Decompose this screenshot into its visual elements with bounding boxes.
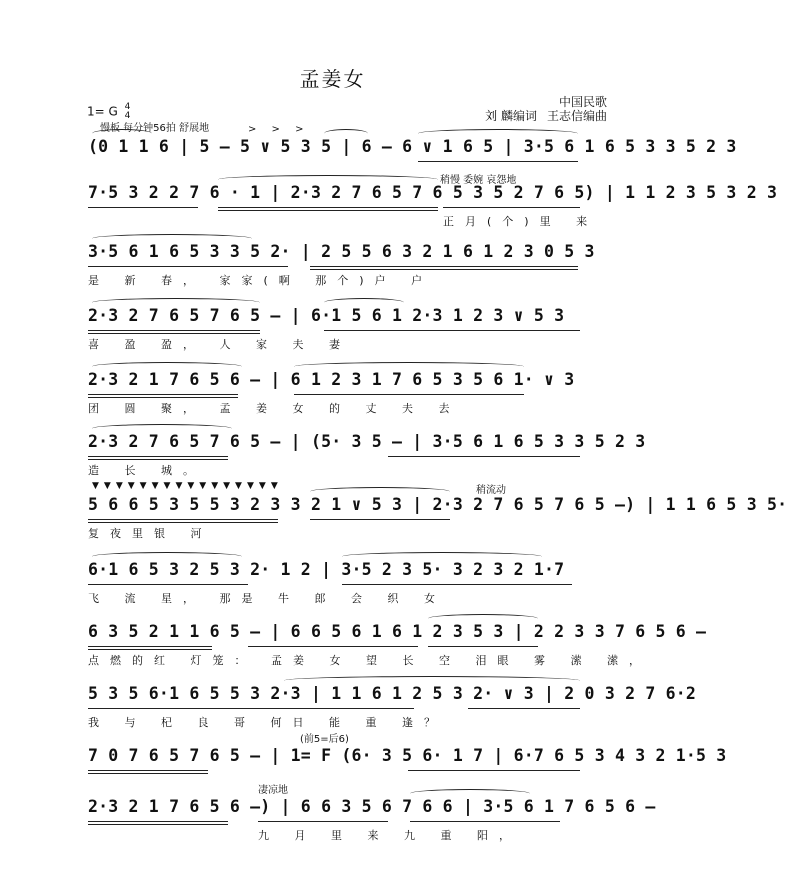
lyrics-line: 是 新 春， 家家(啊 那个)户 户 (88, 274, 434, 287)
lyrics-line: 喜 盈 盈， 人 家 夫 妻 (88, 338, 351, 351)
beam-line (310, 269, 578, 270)
beam-line (88, 770, 208, 771)
expression-marking: 稍慢 委婉 哀怨地 (440, 175, 517, 186)
lyricist-label: 刘 麟编词 (485, 109, 537, 123)
beam-line (342, 584, 572, 585)
notation-line: (0 1 1 6 | 5 — 5 ∨ 5 3 5 | 6 — 6 ∨ 1 6 5 | 3·5 6 1 6 5 3 3 5 2 3 (88, 137, 737, 156)
beam-line (324, 330, 580, 331)
slur (92, 129, 152, 138)
notation-line: 2·3 2 7 6 5 7 6 5 — | (5· 3 5 — | 3·5 6 1 6 5 3 3 5 2 3 (88, 432, 646, 451)
slur (92, 234, 252, 243)
lyrics-line: 飞 流 星， 那是 牛 郎 会 织 女 (88, 592, 446, 605)
lyrics-line: 我 与 杞 良 哥 何日 能 重 逢？ (88, 716, 446, 729)
slur (218, 175, 438, 184)
beam-line (88, 708, 288, 709)
beam-line (88, 266, 288, 267)
beam-line (88, 330, 260, 331)
slur (92, 424, 232, 433)
beam-line (310, 519, 450, 520)
beam-line (258, 821, 388, 822)
credits-block (475, 95, 607, 123)
beam-line (310, 266, 578, 267)
staccato-marks: ▼▼▼▼▼▼▼▼▼▼▼▼▼▼▼▼ (92, 481, 283, 491)
beam-line (468, 708, 580, 709)
slur (92, 552, 242, 561)
slur (418, 129, 578, 138)
notation-line: 3·5 6 1 6 5 3 3 5 2· | 2 5 5 6 3 2 1 6 1 2 3 0 5 3 (88, 242, 595, 261)
beam-line (88, 333, 260, 334)
beam-line (88, 824, 228, 825)
lyrics-line: 正月(个)里 来 (443, 215, 599, 228)
notation-line: 5 6 6 5 3 5 5 3 2 3 3 2 1 ∨ 5 3 | 2·3 2 7 6 5 7 6 5 —) | 1 1 6 5 3 5· (88, 495, 787, 514)
beam-line (88, 459, 228, 460)
song-title: 孟姜女 (299, 67, 366, 91)
key-label: 1= G (87, 104, 118, 119)
beam-line (410, 821, 560, 822)
genre-label: 中国民歌 (558, 95, 607, 109)
beam-line (88, 207, 198, 208)
tempo-equivalence: (前5=后6) (300, 734, 349, 745)
lyrics-line: 造 长 城。 (88, 464, 205, 477)
lyrics-line: 团 圆 聚， 孟 姜 女 的 丈 夫 去 (88, 402, 461, 415)
lyrics-line: 点燃的红 灯笼： 孟姜 女 望 长 空 泪眼 雾 潆 潆， (88, 654, 651, 667)
expression-marking: 稍流动 (476, 485, 506, 496)
notation-line: 7 0 7 6 5 7 6 5 — | 1= F (6· 3 5 6· 1 7 | 6·7 6 5 3 4 3 2 1·5 3 (88, 746, 727, 765)
beam-line (88, 522, 278, 523)
composer-label: 王志信编曲 (546, 109, 607, 123)
slur (324, 298, 404, 307)
slur (284, 676, 580, 685)
slur (294, 362, 524, 371)
notation-line: 2·3 2 1 7 6 5 6 —) | 6 6 3 5 6 7 6 6 | 3·5 6 1 7 6 5 6 — (88, 797, 656, 816)
beam-line (248, 646, 418, 647)
beam-line (294, 394, 524, 395)
tempo-marking: 慢板 每分钟56拍 舒展地 (100, 123, 210, 134)
beam-line (428, 646, 538, 647)
beam-line (88, 773, 208, 774)
beam-line (284, 708, 414, 709)
beam-line (88, 456, 228, 457)
slur (324, 129, 368, 138)
notation-line: 6 3 5 2 1 1 6 5 — | 6 6 5 6 1 6 1 2 3 5 3 | 2 2 3 3 7 6 5 6 — (88, 622, 707, 641)
slur (410, 789, 530, 798)
slur (428, 614, 538, 623)
beam-line (88, 519, 278, 520)
beam-line (218, 210, 438, 211)
beam-line (218, 207, 438, 208)
notation-line: 7·5 3 2 2 7 6 · 1 | 2·3 2 7 6 5 7 6 5 3 5 2 7 6 5) | 1 1 2 3 5 3 2 3 (88, 183, 778, 202)
beam-line (443, 207, 580, 208)
beam-line (88, 821, 228, 822)
time-bottom: 4 (124, 111, 131, 121)
accent-marks: > > > (248, 124, 310, 135)
lyrics-line: 九 月 里 来 九 重 阳， (258, 829, 521, 842)
slur (92, 298, 260, 307)
beam-line (88, 584, 248, 585)
beam-line (418, 161, 578, 162)
slur (310, 487, 450, 496)
beam-line (88, 394, 238, 395)
beam-line (408, 770, 580, 771)
notation-line: 5 3 5 6·1 6 5 5 3 2·3 | 1 1 6 1 2 5 3 2· ∨ 3 | 2 0 3 2 7 6·2 (88, 684, 697, 703)
beam-line (88, 649, 212, 650)
notation-line: 2·3 2 7 6 5 7 6 5 — | 6·1 5 6 1 2·3 1 2 3 ∨ 5 3 (88, 306, 565, 325)
expression-marking: 凄凉地 (258, 785, 288, 796)
slur (342, 552, 542, 561)
lyrics-line: 复夜里银 河 (88, 527, 213, 540)
beam-line (88, 397, 238, 398)
notation-line: 6·1 6 5 3 2 5 3 2· 1 2 | 3·5 2 3 5· 3 2 3 2 1·7 (88, 560, 565, 579)
beam-line (388, 456, 580, 457)
time-top: 4 (124, 102, 131, 112)
beam-line (88, 646, 212, 647)
notation-line: 2·3 2 1 7 6 5 6 — | 6 1 2 3 1 7 6 5 3 5 6 1· ∨ 3 (88, 370, 575, 389)
slur (92, 362, 242, 371)
